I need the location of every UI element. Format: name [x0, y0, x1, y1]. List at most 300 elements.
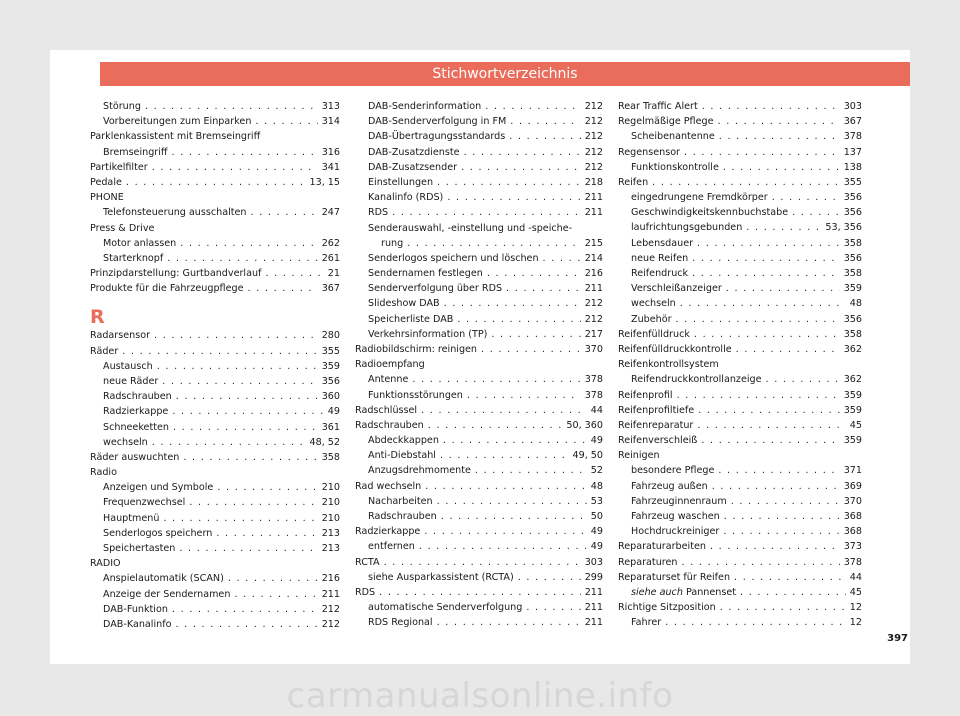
index-entry [618, 433, 862, 448]
index-term: Hauptmenü [103, 512, 160, 524]
index-entry [90, 480, 340, 495]
page-reference[interactable]: 303 [584, 556, 603, 568]
index-term: Reifendruck [631, 268, 689, 280]
index-heading: Reinigen [618, 450, 660, 462]
index-term: Regensensor [618, 146, 681, 158]
index-term: Reparaturset für Reifen [618, 571, 731, 583]
index-term: Nacharbeiten [368, 495, 433, 507]
index-term: Verschleißanzeiger [631, 283, 722, 295]
index-entry [355, 479, 603, 494]
index-entry [355, 145, 603, 160]
index-entry [618, 615, 862, 630]
page-reference[interactable]: 360 [321, 391, 340, 403]
index-term: Radschlüssel [355, 404, 418, 416]
dot-leader [189, 496, 317, 511]
dot-leader [437, 615, 581, 630]
dot-leader [698, 403, 840, 418]
dot-leader [428, 418, 563, 433]
index-term: Anspielautomatik (SCAN) [103, 573, 224, 585]
index-term: Radschrauben [368, 511, 437, 523]
index-entry [355, 175, 603, 190]
dot-leader [467, 388, 581, 403]
index-entry [618, 99, 862, 114]
dot-leader [677, 388, 840, 403]
page-reference[interactable]: 356 [843, 207, 862, 219]
page-reference[interactable]: 367 [843, 116, 862, 128]
page-reference[interactable]: 211 [584, 283, 603, 295]
page-reference[interactable]: 44 [590, 404, 603, 416]
dot-leader [163, 511, 317, 526]
index-entry [355, 570, 603, 585]
page-reference[interactable]: 212 [584, 313, 603, 325]
index-term: Störung [103, 100, 141, 112]
page-reference[interactable]: 212 [584, 146, 603, 158]
page-reference[interactable]: 261 [321, 252, 340, 264]
dot-leader [173, 420, 318, 435]
index-entry [355, 266, 603, 281]
dot-leader [697, 418, 845, 433]
index-term: Antenne [368, 374, 409, 386]
index-heading: Reifenkontrollsystem [618, 359, 719, 371]
page-reference[interactable]: 44 [849, 571, 862, 583]
index-entry [355, 524, 603, 539]
page-reference[interactable]: 214 [584, 252, 603, 264]
index-term: Anzeige der Sendernamen [103, 588, 231, 600]
index-entry [90, 266, 340, 281]
page-reference[interactable]: 13, 15 [309, 176, 340, 188]
index-entry [90, 114, 340, 129]
index-term: Senderverfolgung über RDS [368, 283, 503, 295]
index-term: Prinzipdarstellung: Gurtbandverlauf [90, 268, 262, 280]
index-entry [618, 479, 862, 494]
index-entry [618, 509, 862, 524]
index-entry [90, 175, 340, 190]
page-reference[interactable]: 356 [843, 313, 862, 325]
index-term: DAB-Senderverfolgung in FM [368, 116, 507, 128]
dot-leader [217, 480, 317, 495]
index-term: Reifendruckkontrollanzeige [631, 374, 762, 386]
dot-leader [718, 464, 839, 479]
index-heading: Parklenkassistent mit Bremseingriff [90, 131, 261, 143]
page-reference[interactable]: 370 [843, 495, 862, 507]
index-entry [618, 160, 862, 175]
page-reference[interactable]: 212 [584, 131, 603, 143]
page-reference[interactable]: 48 [590, 480, 603, 492]
page-reference[interactable]: 212 [584, 100, 603, 112]
dot-leader [694, 327, 840, 342]
index-entry [618, 342, 862, 357]
dot-leader [731, 494, 840, 509]
page-reference[interactable]: 262 [321, 237, 340, 249]
index-term: Reifenprofiltiefe [618, 404, 695, 416]
dot-leader [167, 251, 317, 266]
index-term: Zubehör [631, 313, 672, 325]
index-term: Reifenverschleiß [618, 435, 698, 447]
page-reference[interactable]: 362 [843, 343, 862, 355]
page-reference[interactable]: 48 [849, 298, 862, 310]
page-reference[interactable]: 138 [843, 161, 862, 173]
index-entry [618, 236, 862, 251]
index-entry [355, 190, 603, 205]
index-entry [618, 372, 862, 387]
page-reference[interactable]: 299 [584, 571, 603, 583]
dot-leader [447, 190, 580, 205]
page-reference[interactable]: 210 [321, 497, 340, 509]
index-term: Geschwindigkeitskennbuchstabe [631, 207, 789, 219]
dot-leader [702, 99, 840, 114]
page-reference[interactable]: 378 [584, 374, 603, 386]
index-term: Scheibenantenne [631, 131, 715, 143]
index-entry [618, 403, 862, 418]
page-reference[interactable]: 216 [584, 268, 603, 280]
dot-leader [736, 342, 840, 357]
index-term: Produkte für die Fahrzeugpflege [90, 283, 244, 295]
page-reference[interactable]: 370 [584, 343, 603, 355]
page-reference[interactable]: 45 [849, 419, 862, 431]
page-reference[interactable]: 280 [321, 330, 340, 342]
page-reference[interactable]: 211 [584, 617, 603, 629]
index-term: Reifenreparatur [618, 419, 694, 431]
index-term: Rear Traffic Alert [618, 100, 698, 112]
page-reference[interactable]: 213 [321, 527, 340, 539]
index-entry [618, 129, 862, 144]
index-entry [618, 418, 862, 433]
page-reference[interactable]: 378 [843, 131, 862, 143]
index-entry [90, 205, 340, 220]
page-reference[interactable]: 48, 52 [309, 436, 340, 448]
index-entry [618, 555, 862, 570]
index-entry [618, 494, 862, 509]
dot-leader [441, 509, 587, 524]
index-entry [618, 205, 862, 220]
page-reference[interactable]: 218 [584, 176, 603, 188]
index-term-text: Pannenset [685, 586, 737, 598]
page-number: 397 [887, 633, 908, 644]
index-entry [355, 372, 603, 387]
index-term: Vorbereitungen zum Einparken [103, 116, 252, 128]
page-reference[interactable]: 211 [321, 588, 340, 600]
dot-leader [179, 541, 317, 556]
index-entry [618, 585, 862, 600]
index-term: Frequenzwechsel [103, 497, 186, 509]
index-entry [618, 600, 862, 615]
index-term: wechseln [103, 436, 148, 448]
see-also-prefix: siehe auch [631, 586, 683, 598]
index-entry [355, 464, 603, 479]
dot-leader [746, 221, 821, 236]
index-entry [355, 251, 603, 266]
index-entry [355, 129, 603, 144]
page-reference[interactable]: 210 [321, 482, 340, 494]
page-reference[interactable]: 368 [843, 511, 862, 523]
index-term: DAB-Übertragungsstandards [368, 131, 506, 143]
page-reference[interactable]: 369 [843, 480, 862, 492]
index-entry [90, 160, 340, 175]
index-entry [90, 99, 340, 114]
index-entry [90, 344, 340, 359]
index-entry [90, 420, 340, 435]
dot-leader [126, 175, 306, 190]
index-entry [355, 555, 603, 570]
page-reference[interactable]: 367 [321, 283, 340, 295]
dot-leader [440, 448, 569, 463]
dot-leader [712, 479, 840, 494]
dot-leader [145, 99, 318, 114]
page-reference[interactable]: 303 [843, 100, 862, 112]
index-entry [618, 251, 862, 266]
index-term: Slideshow DAB [368, 298, 440, 310]
index-term: Bremseingriff [103, 146, 168, 158]
index-entry [355, 99, 603, 114]
page-reference[interactable]: 341 [321, 161, 340, 173]
index-entry [355, 312, 603, 327]
index-term: Anzugsdrehmomente [368, 465, 471, 477]
index-term: Radschrauben [103, 391, 172, 403]
page-reference[interactable]: 211 [584, 207, 603, 219]
index-term: Radarsensor [90, 330, 151, 342]
dot-leader [692, 251, 840, 266]
dot-leader [162, 374, 317, 389]
index-term: Partikelfilter [90, 161, 148, 173]
index-entry [90, 328, 340, 343]
page-reference[interactable]: 359 [321, 360, 340, 372]
index-heading: Radio [90, 467, 117, 479]
watermark: carmanualsonline.info [286, 676, 674, 716]
page-reference[interactable]: 358 [321, 451, 340, 463]
index-entry [618, 570, 862, 585]
index-entry [355, 585, 603, 600]
page-reference[interactable]: 53, 356 [825, 222, 862, 234]
page-reference[interactable]: 356 [321, 375, 340, 387]
index-term: Speicherliste DAB [368, 313, 454, 325]
page-reference[interactable]: 356 [843, 252, 862, 264]
index-entry [90, 374, 340, 389]
page-reference[interactable]: 355 [843, 176, 862, 188]
index-term: Reifenfülldruckkontrolle [618, 343, 732, 355]
index-entry [618, 114, 862, 129]
dot-leader [437, 175, 581, 190]
page-reference[interactable]: 49 [590, 526, 603, 538]
page-reference[interactable]: 50 [590, 511, 603, 523]
index-term: Motor anlassen [103, 237, 177, 249]
dot-leader [172, 145, 318, 160]
index-term: Räder [90, 345, 119, 357]
dot-leader [726, 281, 840, 296]
page-reference[interactable]: 378 [584, 389, 603, 401]
index-term: Lebensdauer [631, 237, 694, 249]
index-term: Abdeckkappen [368, 435, 439, 447]
dot-leader [766, 372, 840, 387]
dot-leader [485, 99, 580, 114]
dot-leader [228, 571, 318, 586]
dot-leader [216, 526, 317, 541]
index-page [50, 50, 910, 664]
page-reference[interactable]: 216 [321, 573, 340, 585]
page-reference[interactable]: 368 [843, 526, 862, 538]
page-reference[interactable]: 361 [321, 421, 340, 433]
index-term: Reparaturen [618, 556, 678, 568]
index-term: DAB-Funktion [103, 603, 168, 615]
dot-leader [152, 160, 318, 175]
page-reference[interactable]: 212 [584, 298, 603, 310]
index-entry [355, 342, 603, 357]
dot-leader [543, 251, 581, 266]
page-reference[interactable]: 371 [843, 465, 862, 477]
dot-leader [475, 464, 587, 479]
page-reference[interactable]: 49 [327, 406, 340, 418]
index-entry [90, 496, 340, 511]
index-entry [618, 266, 862, 281]
dot-leader [740, 585, 846, 600]
dot-leader [506, 281, 581, 296]
page-reference[interactable]: 358 [843, 328, 862, 340]
page-reference[interactable]: 212 [321, 618, 340, 630]
dot-leader [491, 327, 580, 342]
dot-leader [692, 266, 840, 281]
dot-leader [772, 190, 840, 205]
page-reference[interactable]: 358 [843, 237, 862, 249]
page-reference[interactable]: 21 [327, 268, 340, 280]
index-term: Fahrzeug waschen [631, 511, 720, 523]
index-entry [90, 281, 340, 296]
page-reference[interactable]: 210 [321, 512, 340, 524]
page-reference[interactable]: 49 [590, 541, 603, 553]
dot-leader [248, 281, 318, 296]
index-entry [618, 524, 862, 539]
index-term: Austausch [103, 360, 153, 372]
index-term: neue Reifen [631, 252, 689, 264]
index-term: DAB-Zusatzdienste [368, 146, 460, 158]
index-entry [355, 160, 603, 175]
index-entry [90, 389, 340, 404]
dot-leader [509, 129, 580, 144]
page-reference[interactable]: 378 [843, 556, 862, 568]
index-entry [90, 251, 340, 266]
index-entry [90, 602, 340, 617]
index-entry [90, 450, 340, 465]
page-reference[interactable]: 313 [321, 100, 340, 112]
index-entry [618, 327, 862, 342]
page-reference[interactable]: 212 [584, 116, 603, 128]
page-reference[interactable]: 212 [321, 603, 340, 615]
index-entry [355, 205, 603, 220]
page-reference[interactable]: 211 [584, 586, 603, 598]
page-reference[interactable]: 247 [321, 207, 340, 219]
page-reference[interactable]: 359 [843, 283, 862, 295]
index-entry [355, 539, 603, 554]
page-header [100, 62, 910, 86]
index-term: Richtige Sitzposition [618, 602, 716, 614]
page-reference[interactable]: 356 [843, 192, 862, 204]
dot-leader [379, 585, 581, 600]
dot-leader [437, 494, 587, 509]
index-entry [90, 236, 340, 251]
page-reference[interactable]: 316 [321, 146, 340, 158]
page-reference[interactable]: 50, 360 [566, 419, 603, 431]
dot-leader [710, 539, 840, 554]
dot-leader [234, 587, 317, 602]
index-term: Rad wechseln [355, 480, 422, 492]
page-reference[interactable]: 373 [843, 541, 862, 553]
page-reference[interactable]: 53 [590, 495, 603, 507]
index-entry [355, 433, 603, 448]
page-reference[interactable]: 49 [590, 435, 603, 447]
page-reference[interactable]: 137 [843, 146, 862, 158]
dot-leader [419, 539, 587, 554]
index-term: DAB-Zusatzsender [368, 161, 458, 173]
page-reference[interactable]: 355 [321, 345, 340, 357]
page-reference[interactable]: 359 [843, 435, 862, 447]
index-term: Räder auswuchten [90, 451, 180, 463]
index-term: Telefonsteuerung ausschalten [103, 207, 247, 219]
index-term: Radzierkappe [103, 406, 169, 418]
index-entry [618, 388, 862, 403]
page-reference[interactable]: 213 [321, 543, 340, 555]
dot-leader [265, 266, 323, 281]
dot-leader [665, 615, 846, 630]
index-entry [355, 418, 603, 433]
index-entry [618, 539, 862, 554]
dot-leader [384, 555, 581, 570]
index-entry [355, 296, 603, 311]
index-term: Starterknopf [103, 252, 164, 264]
page-reference[interactable]: 314 [321, 116, 340, 128]
page-reference[interactable]: 52 [590, 465, 603, 477]
index-entry [90, 617, 340, 632]
page-reference[interactable]: 212 [584, 161, 603, 173]
page-reference[interactable]: 359 [843, 389, 862, 401]
page-reference[interactable]: 215 [584, 237, 603, 249]
page-reference[interactable]: 12 [849, 602, 862, 614]
index-entry [618, 296, 862, 311]
index-term: DAB-Senderinformation [368, 100, 482, 112]
index-entry [355, 388, 603, 403]
index-column-3 [618, 99, 862, 631]
index-entry [355, 327, 603, 342]
index-entry [355, 448, 603, 463]
index-heading: Senderauswahl, -einstellung und -speiche- [368, 222, 573, 234]
page-reference[interactable]: 211 [584, 602, 603, 614]
dot-leader [487, 266, 581, 281]
page-reference[interactable]: 211 [584, 192, 603, 204]
index-entry [618, 464, 862, 479]
index-term: Speichertasten [103, 543, 176, 555]
index-term: Hochdruckreiniger [631, 526, 720, 538]
page-reference[interactable]: 49, 50 [572, 450, 603, 462]
dot-leader [175, 617, 317, 632]
page-reference[interactable]: 45 [849, 586, 862, 598]
page-reference[interactable]: 217 [584, 328, 603, 340]
page-reference[interactable]: 359 [843, 404, 862, 416]
page-reference[interactable]: 358 [843, 268, 862, 280]
dot-leader [251, 205, 318, 220]
index-term: Radzierkappe [355, 526, 421, 538]
index-entry [355, 114, 603, 129]
index-term: eingedrungene Fremdkörper [631, 192, 768, 204]
dot-leader [697, 236, 840, 251]
index-term: automatische Senderverfolgung [368, 602, 523, 614]
index-column-2 [355, 99, 603, 631]
index-term: siehe Ausparkassistent (RCTA) [368, 571, 514, 583]
index-term: Funktionsstörungen [368, 389, 463, 401]
page-reference[interactable]: 12 [849, 617, 862, 629]
dot-leader [457, 312, 580, 327]
section-letter: R [90, 306, 105, 329]
index-term: Reifenfülldruck [618, 328, 690, 340]
index-term: DAB-Kanalinfo [103, 618, 172, 630]
dot-leader [443, 433, 587, 448]
page-reference[interactable]: 362 [843, 374, 862, 386]
